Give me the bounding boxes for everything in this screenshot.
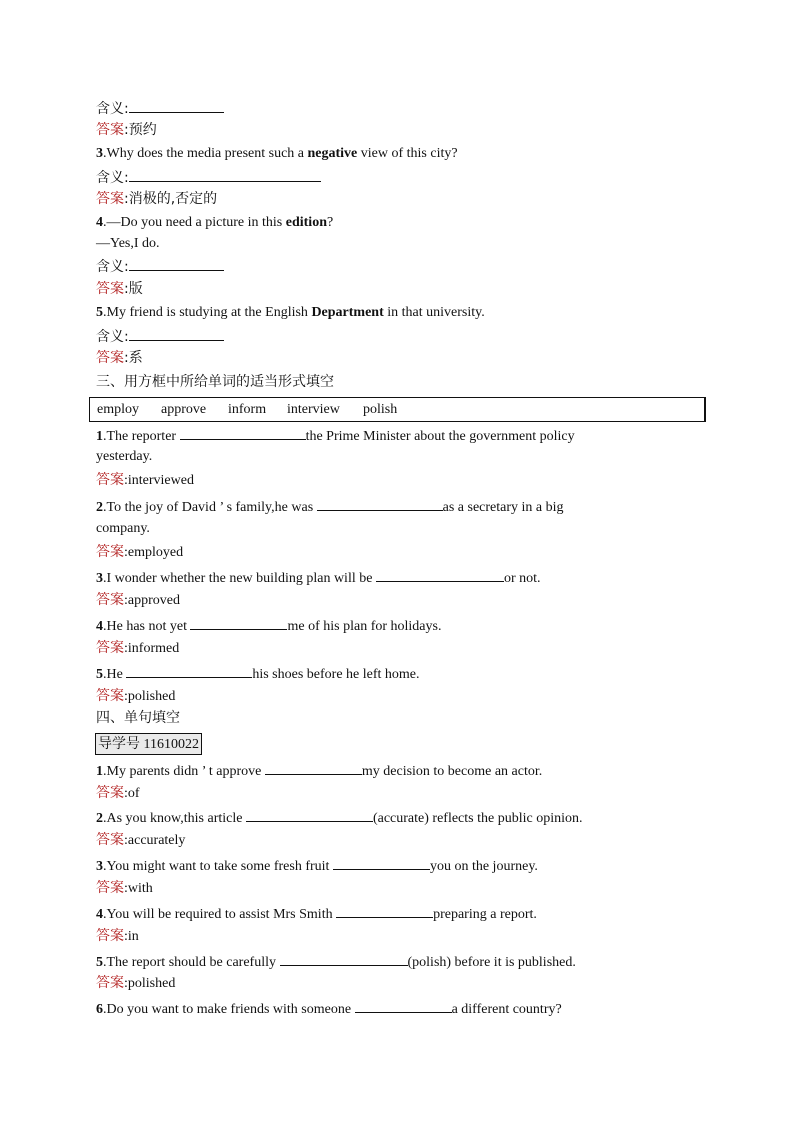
key-word: edition bbox=[285, 215, 327, 230]
answer-line bbox=[96, 471, 194, 490]
question-4 bbox=[96, 903, 537, 924]
answer-blank[interactable] bbox=[129, 326, 224, 341]
question-text: (accurate) reflects the public opinion. bbox=[372, 811, 583, 826]
answer-label: 答案 bbox=[96, 281, 124, 297]
answer-blank[interactable] bbox=[129, 256, 224, 271]
question-text: as a secretary in a big bbox=[442, 500, 564, 515]
answer-line bbox=[96, 784, 140, 803]
question-number: 2 bbox=[96, 500, 103, 515]
guide-number-tag bbox=[95, 733, 202, 755]
question-text: me of his plan for holidays. bbox=[287, 619, 442, 634]
answer-text: :预约 bbox=[124, 122, 157, 138]
answer-blank[interactable] bbox=[355, 998, 452, 1013]
answer-blank[interactable] bbox=[265, 760, 362, 775]
guide-number-value: 11610022 bbox=[143, 737, 199, 752]
question-text: .You will be required to assist Mrs Smith bbox=[103, 907, 337, 922]
answer-line bbox=[96, 591, 180, 610]
answer-line bbox=[96, 927, 139, 946]
answer-text: :of bbox=[124, 786, 140, 801]
answer-text: :employed bbox=[124, 545, 184, 560]
answer-blank[interactable] bbox=[190, 615, 287, 630]
meaning-line bbox=[96, 326, 224, 347]
answer-line bbox=[96, 121, 157, 140]
question-3 bbox=[96, 145, 458, 163]
question-5 bbox=[96, 663, 420, 684]
answer-label: 答案 bbox=[96, 975, 124, 991]
question-text: .The reporter bbox=[103, 429, 180, 444]
question-text: .He bbox=[103, 667, 127, 682]
answer-label: 答案 bbox=[96, 122, 124, 138]
answer-line bbox=[96, 543, 183, 562]
question-number: 5 bbox=[96, 667, 103, 682]
question-text: .He has not yet bbox=[103, 619, 191, 634]
word-inform: inform bbox=[228, 402, 267, 417]
question-number: 3 bbox=[96, 146, 103, 161]
question-number: 6 bbox=[96, 1002, 103, 1017]
question-text: .You might want to take some fresh fruit bbox=[103, 859, 333, 874]
answer-label: 答案 bbox=[96, 880, 124, 896]
question-text: .Why does the media present such a bbox=[103, 146, 308, 161]
question-text: view of this city? bbox=[357, 146, 458, 161]
question-5 bbox=[96, 951, 576, 972]
key-word: negative bbox=[307, 146, 358, 161]
meaning-line bbox=[96, 256, 224, 277]
question-number: 3 bbox=[96, 859, 103, 874]
answer-line bbox=[96, 190, 217, 209]
answer-label: 答案 bbox=[96, 191, 124, 207]
answer-text: :版 bbox=[124, 281, 143, 297]
question-1 bbox=[96, 425, 575, 446]
question-number: 4 bbox=[96, 215, 103, 230]
answer-label: 答案 bbox=[96, 832, 124, 848]
guide-number-label: 导学号 bbox=[98, 736, 140, 752]
question-1 bbox=[96, 760, 542, 781]
answer-label: 答案 bbox=[96, 592, 124, 608]
question-number: 5 bbox=[96, 955, 103, 970]
answer-blank[interactable] bbox=[333, 855, 430, 870]
question-text: (polish) before it is published. bbox=[407, 955, 576, 970]
question-number: 5 bbox=[96, 305, 103, 320]
answer-blank[interactable] bbox=[126, 663, 252, 678]
answer-label: 答案 bbox=[96, 472, 124, 488]
question-number: 3 bbox=[96, 571, 103, 586]
question-text: .My friend is studying at the English bbox=[103, 305, 312, 320]
answer-text: :消极的,否定的 bbox=[124, 191, 218, 207]
answer-text: :accurately bbox=[124, 833, 186, 848]
answer-blank[interactable] bbox=[246, 807, 373, 822]
word-interview: interview bbox=[287, 402, 340, 417]
answer-text: :in bbox=[124, 929, 139, 944]
answer-label: 答案 bbox=[96, 785, 124, 801]
answer-text: :with bbox=[124, 881, 153, 896]
answer-text: :polished bbox=[124, 976, 176, 991]
key-word: Department bbox=[311, 305, 384, 320]
answer-blank[interactable] bbox=[280, 951, 408, 966]
question-3 bbox=[96, 567, 541, 588]
question-number: 4 bbox=[96, 619, 103, 634]
word-approve: approve bbox=[161, 402, 207, 417]
question-continuation: company. bbox=[96, 521, 150, 536]
answer-label: 答案 bbox=[96, 350, 124, 366]
question-text: .As you know,this article bbox=[103, 811, 246, 826]
answer-line bbox=[96, 879, 153, 898]
answer-line bbox=[96, 349, 143, 368]
answer-line bbox=[96, 280, 143, 299]
answer-blank[interactable] bbox=[129, 98, 224, 113]
question-number: 2 bbox=[96, 811, 103, 826]
question-number: 1 bbox=[96, 764, 103, 779]
word-box bbox=[89, 397, 706, 422]
reply-line bbox=[96, 235, 160, 253]
question-number: 1 bbox=[96, 429, 103, 444]
question-number: 4 bbox=[96, 907, 103, 922]
answer-label: 答案 bbox=[96, 928, 124, 944]
question-text: my decision to become an actor. bbox=[361, 764, 543, 779]
question-text: .To the joy of David ’ s family,he was bbox=[103, 500, 317, 515]
section-heading: 四、单句填空 bbox=[96, 710, 180, 726]
answer-text: :interviewed bbox=[124, 473, 194, 488]
question-4 bbox=[96, 214, 333, 232]
question-text: a different country? bbox=[451, 1002, 562, 1017]
question-text: .My parents didn ’ t approve bbox=[103, 764, 265, 779]
question-continuation: yesterday. bbox=[96, 449, 153, 464]
question-5 bbox=[96, 304, 485, 322]
answer-line bbox=[96, 831, 185, 850]
question-text: .Do you want to make friends with someone bbox=[103, 1002, 355, 1017]
meaning-label: 含义: bbox=[96, 329, 129, 345]
question-text: you on the journey. bbox=[429, 859, 538, 874]
question-2 bbox=[96, 496, 564, 517]
answer-label: 答案 bbox=[96, 640, 124, 656]
word-employ: employ bbox=[97, 402, 139, 417]
question-6 bbox=[96, 998, 562, 1019]
answer-line bbox=[96, 687, 175, 706]
answer-blank[interactable] bbox=[180, 425, 306, 440]
answer-text: :系 bbox=[124, 350, 143, 366]
meaning-line bbox=[96, 98, 224, 119]
answer-blank[interactable] bbox=[317, 496, 443, 511]
section-heading: 三、用方框中所给单词的适当形式填空 bbox=[96, 374, 334, 390]
question-4 bbox=[96, 615, 441, 636]
meaning-label: 含义: bbox=[96, 101, 129, 117]
reply-text: —Yes,I do. bbox=[96, 236, 160, 251]
meaning-label: 含义: bbox=[96, 170, 129, 186]
word-polish: polish bbox=[363, 402, 398, 417]
answer-blank[interactable] bbox=[129, 167, 321, 182]
question-text: .I wonder whether the new building plan will be bbox=[103, 571, 376, 586]
question-text: in that university. bbox=[383, 305, 485, 320]
answer-label: 答案 bbox=[96, 544, 124, 560]
meaning-line bbox=[96, 167, 321, 188]
question-3 bbox=[96, 855, 538, 876]
answer-blank[interactable] bbox=[336, 903, 433, 918]
question-2 bbox=[96, 807, 582, 828]
answer-label: 答案 bbox=[96, 688, 124, 704]
answer-text: :approved bbox=[124, 593, 180, 608]
question-text: or not. bbox=[503, 571, 541, 586]
question-text: .—Do you need a picture in this bbox=[103, 215, 286, 230]
answer-line bbox=[96, 639, 179, 658]
question-text: ? bbox=[326, 215, 334, 230]
answer-text: :polished bbox=[124, 689, 176, 704]
question-text: the Prime Minister about the government policy bbox=[305, 429, 575, 444]
question-text: his shoes before he left home. bbox=[252, 667, 420, 682]
question-text: .The report should be carefully bbox=[103, 955, 280, 970]
answer-line bbox=[96, 974, 175, 993]
answer-blank[interactable] bbox=[376, 567, 504, 582]
meaning-label: 含义: bbox=[96, 259, 129, 275]
question-text: preparing a report. bbox=[433, 907, 537, 922]
answer-text: :informed bbox=[124, 641, 180, 656]
